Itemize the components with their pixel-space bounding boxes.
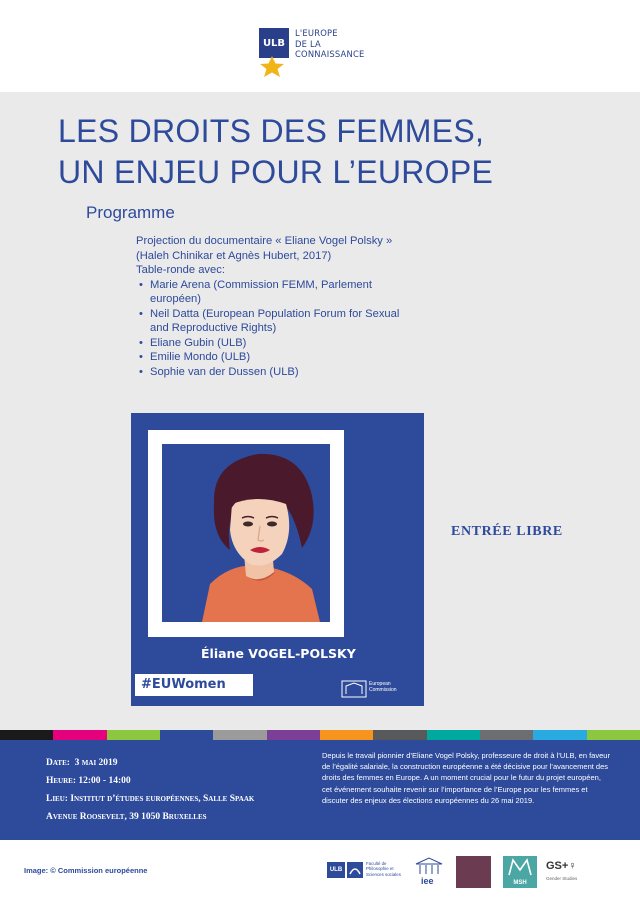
title-line: UN ENJEU POUR L’EUROPE <box>58 154 494 190</box>
lieu-label: Lieu: <box>46 794 68 804</box>
iee-logo-text: iee <box>421 876 434 886</box>
faculty-icon <box>347 862 363 878</box>
commission-building-icon <box>341 680 367 698</box>
stripe-segment <box>213 730 266 740</box>
entree-libre: ENTRÉE LIBRE <box>451 524 563 539</box>
stripe-segment <box>427 730 480 740</box>
stripe-segment <box>107 730 160 740</box>
msh-m-icon <box>507 858 533 876</box>
tagline-line: CONNAISSANCE <box>295 49 365 59</box>
commission-line: European <box>369 681 391 687</box>
portrait-illustration <box>162 444 330 622</box>
ulb-footer-logo <box>327 862 345 878</box>
stripe-segment <box>587 730 640 740</box>
date-label: Date: <box>46 758 70 768</box>
stripe-segment <box>160 730 213 740</box>
speaker-item: • Eliane Gubin (ULB) <box>136 336 436 351</box>
lieu-row <box>46 790 254 808</box>
gender-studies-logo: GS+♀ <box>546 860 577 872</box>
title-line: LES DROITS DES FEMMES, <box>58 113 485 149</box>
stripe-segment <box>373 730 426 740</box>
stripe-segment <box>533 730 586 740</box>
poster-name: Éliane VOGEL-POLSKY <box>201 646 356 661</box>
commission-label <box>369 681 397 693</box>
speaker-item: • Neil Datta (European Population Forum for Sexual and Reproductive Rights) <box>136 307 405 336</box>
heure-label: Heure: <box>46 776 77 786</box>
portrait-image <box>162 444 330 622</box>
speaker-item: • Sophie van der Dussen (ULB) <box>136 365 436 380</box>
portrait-poster <box>131 413 424 706</box>
ulb-footer-abbr: ULB <box>329 867 343 873</box>
ulb-logo-text: ULB <box>262 37 286 49</box>
gender-studies-sub: Gender Studies <box>546 876 578 881</box>
ulb-logo <box>259 28 289 58</box>
star-icon <box>257 56 287 78</box>
programme-list <box>136 234 436 379</box>
stripe-segment <box>320 730 373 740</box>
heure-row <box>46 772 254 790</box>
projection-line: Projection du documentaire « Eliane Vogel Polsky » <box>136 235 393 247</box>
tagline-line: DE LA <box>295 38 321 49</box>
event-details <box>46 754 254 826</box>
event-description: Depuis le travail pionnier d’Eliane Vogel Polsky, professeure de droit à l’ULB, en faveur de l’égalité salariale, la construction européenne a été décisive pour l’avancement des droits des femmes en Europe. A un moment crucial pour le futur du projet européen, cet événement souhaite revenir sur l’importance de l’Europe pour les femmes et discuter des enjeux des élections européennes du 26 mai 2019. <box>322 751 610 805</box>
info-band <box>0 740 640 840</box>
date-row <box>46 754 254 772</box>
european-commission-logo <box>339 678 417 700</box>
tagline-line: L'EUROPE <box>295 28 338 38</box>
purple-partner-logo <box>456 856 491 888</box>
projection-credit: (Haleh Chinikar et Agnès Hubert, 2017) <box>136 249 332 262</box>
speaker-item: • Emilie Mondo (ULB) <box>136 350 436 365</box>
stripe-segment <box>53 730 106 740</box>
color-stripe <box>0 730 640 740</box>
lieu-value: Institut d’études européennes, Salle Spaak <box>70 794 255 804</box>
date-value: 3 mai 2019 <box>74 758 118 768</box>
table-ronde-label: Table-ronde avec: <box>136 264 225 276</box>
hashtag-label: #EUWomen <box>135 674 253 696</box>
msh-logo-text: MSH <box>513 880 527 886</box>
speaker-item: • Marie Arena (Commission FEMM, Parlement européen) <box>136 278 405 307</box>
portrait-frame <box>148 430 344 637</box>
page-title <box>58 111 493 193</box>
stripe-segment <box>0 730 53 740</box>
stripe-segment <box>267 730 320 740</box>
heure-value: 12:00 - 14:00 <box>78 776 131 786</box>
address-row: Avenue Roosevelt, 39 1050 Bruxelles <box>46 812 207 822</box>
programme-heading: Programme <box>86 203 175 222</box>
logo-tagline <box>295 28 365 60</box>
stripe-segment <box>480 730 533 740</box>
image-credit: Image: © Commission européenne <box>24 866 148 875</box>
faculty-label: Faculté de Philosophie et Sciences sociales <box>366 861 401 877</box>
iee-building-icon <box>414 856 444 876</box>
commission-line: Commission <box>369 687 397 693</box>
